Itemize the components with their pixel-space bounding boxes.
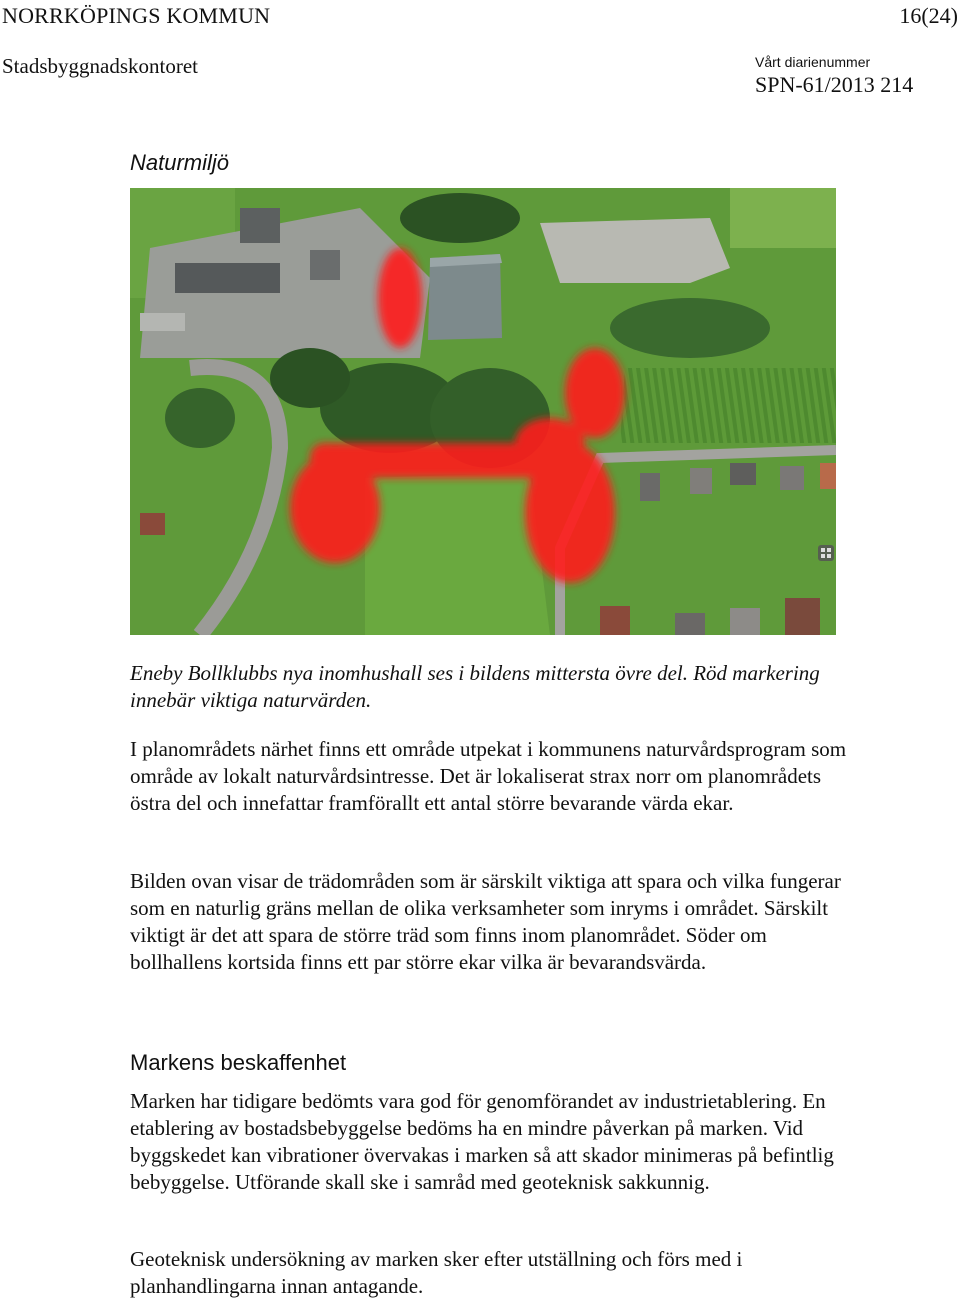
paragraph-tradomraden: Bilden ovan visar de trädområden som är särskilt viktiga att spara och vilka fungerar som en naturlig gräns mellan de olika verksamheter som inryms i området. Särskilt viktigt är det att spara de större träd som finns inom planområdet. Söder om bollhallens kortsida finns ett par större ekar vilka är bevarandsvärda. [130,869,841,974]
diarienummer: SPN-61/2013 214 [755,72,914,97]
aerial-photo [130,188,836,635]
photo-caption: Eneby Bollklubbs nya inomhushall ses i bildens mittersta övre del. Röd markering innebär viktiga naturvärden. [130,661,820,712]
diarienummer-label: Vårt diarienummer [755,54,871,70]
department-name: Stadsbyggnadskontoret [2,54,198,78]
paragraph-naturvardsprogram: I planområdets närhet finns ett område utpekat i kommunens naturvårdsprogram som område av lokalt naturvårdsintresse. Det är lokaliserat strax norr om planområdets östra del och innefattar framförallt ett antal större bevarande värda ekar. [130,737,847,815]
organization-name: NORRKÖPINGS KOMMUN [2,3,271,28]
section-heading-naturmiljo: Naturmiljö [130,150,230,175]
aerial-photo-svg [130,188,836,635]
section-heading-markens-beskaffenhet: Markens beskaffenhet [130,1050,347,1075]
paragraph-geoteknisk: Geoteknisk undersökning av marken sker efter utställning och förs med i planhandlingarna innan antagande. [130,1247,743,1298]
paragraph-marken: Marken har tidigare bedömts vara god för genomförandet av industrietablering. En etablering av bostadsbebyggelse bedöms ha en mindre påverkan på marken. Vid byggskedet kan vibrationer övervakas i marken så att skador minimeras på befintlig bebyggelse. Utförande skall ske i samråd med geoteknisk sakkunnig. [130,1089,834,1194]
page-number: 16(24) [899,3,958,28]
